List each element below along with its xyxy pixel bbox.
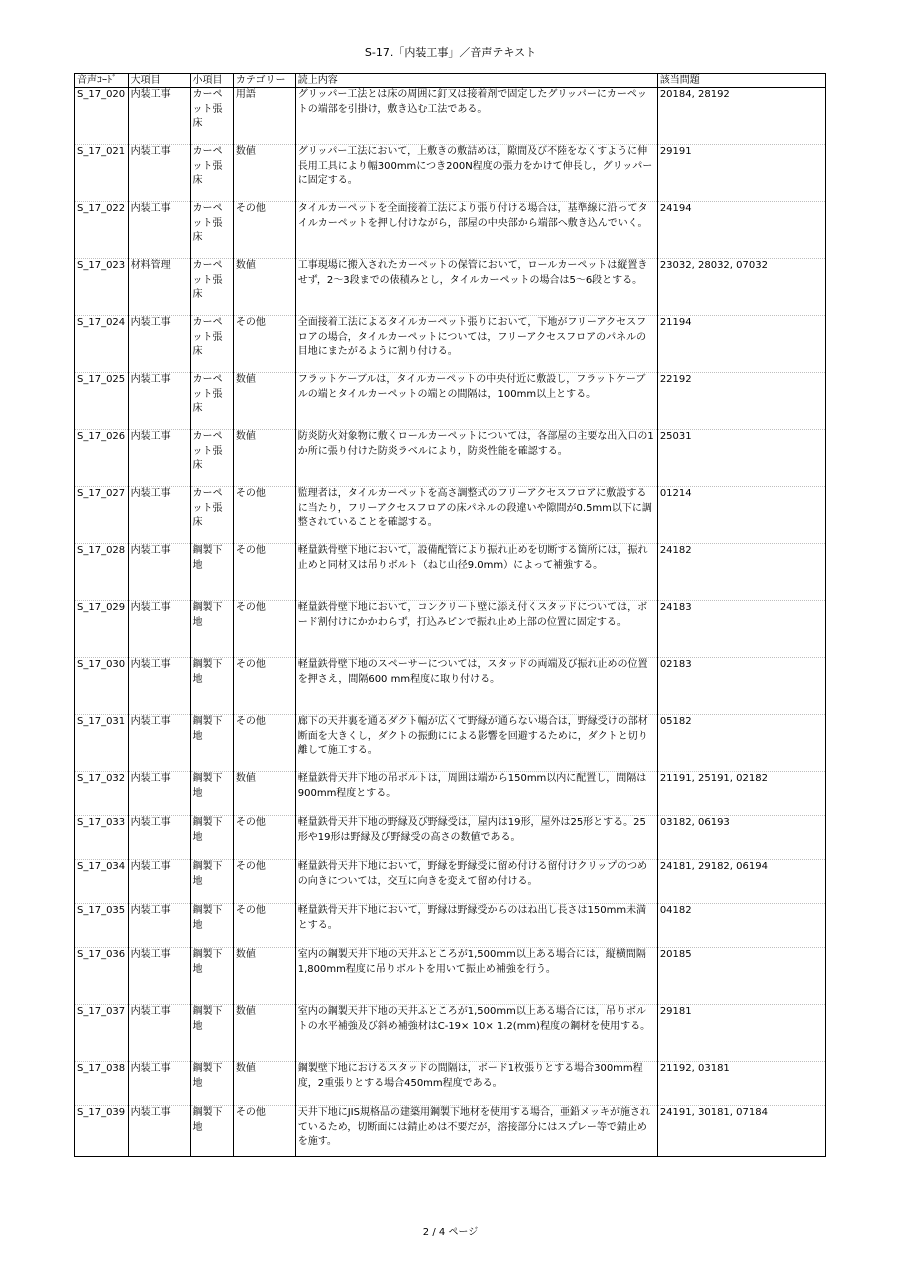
cell-category: その他: [233, 202, 295, 259]
cell-major: 内装工事: [128, 860, 190, 904]
cell-category: その他: [233, 904, 295, 948]
cell-code: S_17_024: [75, 316, 129, 373]
header-minor: 小項目: [190, 74, 233, 88]
cell-minor: カーペット張床: [190, 145, 233, 202]
cell-ref: 25031: [657, 430, 825, 487]
table-row: [75, 601, 826, 658]
cell-major: 材料管理: [128, 259, 190, 316]
cell-category: その他: [233, 816, 295, 860]
cell-minor: 鋼製下地: [190, 715, 233, 772]
cell-ref: 29191: [657, 145, 825, 202]
cell-code: S_17_037: [75, 1005, 129, 1062]
cell-major: 内装工事: [128, 430, 190, 487]
cell-text: 天井下地にJIS規格品の建築用鋼製下地材を使用する場合，亜鉛メッキが施されているため，切断面には錆止めは不要だが，溶接部分にはスプレー等で錆止めを施す。: [295, 1106, 657, 1157]
table-row: [75, 860, 826, 904]
cell-category: その他: [233, 715, 295, 772]
cell-ref: 21194: [657, 316, 825, 373]
cell-minor: カーペット張床: [190, 487, 233, 544]
header-major: 大項目: [128, 74, 190, 88]
page-title: S-17.「内装工事」／音声テキスト: [364, 46, 537, 59]
cell-ref: 20185: [657, 948, 825, 1005]
cell-category: その他: [233, 544, 295, 601]
cell-code: S_17_027: [75, 487, 129, 544]
cell-category: 数値: [233, 259, 295, 316]
cell-ref: 24191, 30181, 07184: [657, 1106, 825, 1157]
cell-code: S_17_031: [75, 715, 129, 772]
header-category: カテゴリー: [233, 74, 295, 88]
cell-code: S_17_036: [75, 948, 129, 1005]
cell-major: 内装工事: [128, 1062, 190, 1106]
cell-category: 数値: [233, 430, 295, 487]
cell-minor: カーペット張床: [190, 259, 233, 316]
cell-text: 鋼製壁下地におけるスタッドの間隔は，ボード1枚張りとする場合300mm程度，2重張りとする場合450mm程度である。: [295, 1062, 657, 1106]
cell-code: S_17_034: [75, 860, 129, 904]
cell-text: グリッパー工法において，上敷きの敷詰めは，隙間及び不陸をなくすように伸長用工具により幅300mmにつき200N程度の張力をかけて伸長し，グリッパーに固定する。: [295, 145, 657, 202]
table-row: [75, 373, 826, 430]
cell-major: 内装工事: [128, 145, 190, 202]
cell-category: 数値: [233, 1005, 295, 1062]
table-row: [75, 904, 826, 948]
cell-code: S_17_026: [75, 430, 129, 487]
cell-minor: カーペット張床: [190, 202, 233, 259]
cell-text: 室内の鋼製天井下地の天井ふところが1,500mm以上ある場合には，縦横間隔1,800mm程度に吊りボルトを用いて振止め補強を行う。: [295, 948, 657, 1005]
cell-text: 軽量鉄骨天井下地の野縁及び野縁受は，屋内は19形，屋外は25形とする。25形や19形は野縁及び野縁受の高さの数値である。: [295, 816, 657, 860]
cell-major: 内装工事: [128, 948, 190, 1005]
cell-code: S_17_039: [75, 1106, 129, 1157]
cell-ref: 21191, 25191, 02182: [657, 772, 825, 816]
cell-code: S_17_022: [75, 202, 129, 259]
table-row: [75, 88, 826, 145]
cell-text: 全面接着工法によるタイルカーペット張りにおいて，下地がフリーアクセスフロアの場合，タイルカーペットについては，フリーアクセスフロアのパネルの目地にまたがるように割り付ける。: [295, 316, 657, 373]
cell-minor: 鋼製下地: [190, 948, 233, 1005]
cell-text: フラットケーブルは，タイルカーペットの中央付近に敷設し，フラットケーブルの端とタイルカーペットの端との間隔は，100mm以上とする。: [295, 373, 657, 430]
cell-minor: 鋼製下地: [190, 860, 233, 904]
cell-code: S_17_038: [75, 1062, 129, 1106]
table-header-row: [75, 74, 826, 88]
cell-category: 数値: [233, 772, 295, 816]
cell-ref: 24182: [657, 544, 825, 601]
cell-major: 内装工事: [128, 316, 190, 373]
cell-major: 内装工事: [128, 772, 190, 816]
header-code: 音声ｺｰﾄﾞ: [75, 74, 129, 88]
cell-minor: 鋼製下地: [190, 544, 233, 601]
cell-category: 用語: [233, 88, 295, 145]
cell-code: S_17_021: [75, 145, 129, 202]
cell-category: 数値: [233, 145, 295, 202]
cell-category: 数値: [233, 1062, 295, 1106]
cell-minor: 鋼製下地: [190, 601, 233, 658]
cell-minor: 鋼製下地: [190, 772, 233, 816]
cell-major: 内装工事: [128, 88, 190, 145]
cell-minor: カーペット張床: [190, 373, 233, 430]
cell-ref: 05182: [657, 715, 825, 772]
cell-ref: 24183: [657, 601, 825, 658]
cell-text: 軽量鉄骨壁下地において，コンクリート壁に添え付くスタッドについては，ボード割付けにかかわらず，打込みピンで振れ止め上部の位置に固定する。: [295, 601, 657, 658]
cell-text: 軽量鉄骨天井下地の吊ボルトは，周囲は端から150mm以内に配置し，間隔は900mm程度とする。: [295, 772, 657, 816]
cell-ref: 21192, 03181: [657, 1062, 825, 1106]
cell-text: 軽量鉄骨天井下地において，野縁は野縁受からのはね出し長さは150mm未満とする。: [295, 904, 657, 948]
cell-major: 内装工事: [128, 904, 190, 948]
cell-ref: 03182, 06193: [657, 816, 825, 860]
table-row: [75, 948, 826, 1005]
cell-minor: 鋼製下地: [190, 1106, 233, 1157]
cell-code: S_17_035: [75, 904, 129, 948]
table-row: [75, 1062, 826, 1106]
cell-text: 軽量鉄骨天井下地において，野縁を野縁受に留め付ける留付けクリップのつめの向きについては，交互に向きを変えて留め付ける。: [295, 860, 657, 904]
cell-ref: 24181, 29182, 06194: [657, 860, 825, 904]
cell-text: グリッパー工法とは床の周囲に釘又は接着剤で固定したグリッパーにカーペットの端部を引掛け，敷き込む工法である。: [295, 88, 657, 145]
cell-minor: 鋼製下地: [190, 1062, 233, 1106]
cell-ref: 29181: [657, 1005, 825, 1062]
cell-major: 内装工事: [128, 658, 190, 715]
table-row: [75, 259, 826, 316]
cell-major: 内装工事: [128, 202, 190, 259]
cell-minor: カーペット張床: [190, 88, 233, 145]
cell-minor: 鋼製下地: [190, 904, 233, 948]
cell-ref: 20184, 28192: [657, 88, 825, 145]
table-row: [75, 772, 826, 816]
table-row: [75, 1106, 826, 1157]
cell-minor: カーペット張床: [190, 316, 233, 373]
cell-category: 数値: [233, 373, 295, 430]
table-row: [75, 816, 826, 860]
cell-minor: カーペット張床: [190, 430, 233, 487]
cell-category: 数値: [233, 948, 295, 1005]
cell-code: S_17_028: [75, 544, 129, 601]
cell-major: 内装工事: [128, 373, 190, 430]
cell-code: S_17_030: [75, 658, 129, 715]
table-row: [75, 658, 826, 715]
header-text: 読上内容: [295, 74, 657, 88]
cell-ref: 02183: [657, 658, 825, 715]
cell-category: その他: [233, 487, 295, 544]
cell-text: タイルカーペットを全面接着工法により張り付ける場合は，基準線に沿ってタイルカーペットを押し付けながら，部屋の中央部から端部へ敷き込んでいく。: [295, 202, 657, 259]
cell-category: その他: [233, 1106, 295, 1157]
cell-code: S_17_020: [75, 88, 129, 145]
table-row: [75, 544, 826, 601]
table-row: [75, 430, 826, 487]
table-row: [75, 145, 826, 202]
cell-major: 内装工事: [128, 715, 190, 772]
table-row: [75, 1005, 826, 1062]
cell-text: 室内の鋼製天井下地の天井ふところが1,500mm以上ある場合には，吊りボルトの水平補強及び斜め補強材はC-19× 10× 1.2(mm)程度の鋼材を使用する。: [295, 1005, 657, 1062]
cell-code: S_17_029: [75, 601, 129, 658]
cell-major: 内装工事: [128, 487, 190, 544]
page-number: 2 / 4 ページ: [422, 1227, 479, 1238]
cell-minor: 鋼製下地: [190, 658, 233, 715]
table-row: [75, 487, 826, 544]
cell-ref: 23032, 28032, 07032: [657, 259, 825, 316]
cell-text: 軽量鉄骨壁下地において，設備配管により振れ止めを切断する箇所には，振れ止めと同材又は吊りボルト（ねじ山径9.0mm）によって補強する。: [295, 544, 657, 601]
cell-category: その他: [233, 860, 295, 904]
cell-ref: 04182: [657, 904, 825, 948]
table-row: [75, 202, 826, 259]
cell-minor: 鋼製下地: [190, 816, 233, 860]
cell-major: 内装工事: [128, 1106, 190, 1157]
cell-category: その他: [233, 316, 295, 373]
table-row: [75, 715, 826, 772]
cell-code: S_17_023: [75, 259, 129, 316]
cell-major: 内装工事: [128, 544, 190, 601]
cell-minor: 鋼製下地: [190, 1005, 233, 1062]
cell-ref: 01214: [657, 487, 825, 544]
cell-text: 廊下の天井裏を通るダクト幅が広くて野縁が通らない場合は，野縁受けの部材断面を大きくし，ダクトの振動にによる影響を回避するために，ダクトと切り離して施工する。: [295, 715, 657, 772]
cell-category: その他: [233, 658, 295, 715]
cell-code: S_17_032: [75, 772, 129, 816]
table-row: [75, 316, 826, 373]
cell-text: 工事現場に搬入されたカーペットの保管において，ロールカーペットは縦置きせず，2～3段までの俵積みとし，タイルカーペットの場合は5～6段とする。: [295, 259, 657, 316]
cell-text: 軽量鉄骨壁下地のスペーサーについては，スタッドの両端及び振れ止めの位置を押さえ，間隔600 mm程度に取り付ける。: [295, 658, 657, 715]
cell-text: 防炎防火対象物に敷くロールカーペットについては，各部屋の主要な出入口の1か所に張り付けた防炎ラベルにより，防炎性能を確認する。: [295, 430, 657, 487]
header-ref: 該当問題: [657, 74, 825, 88]
cell-text: 監理者は，タイルカーペットを高さ調整式のフリーアクセスフロアに敷設するに当たり，フリーアクセスフロアの床パネルの段違いや隙間が0.5mm以下に調整されていることを確認する。: [295, 487, 657, 544]
cell-major: 内装工事: [128, 601, 190, 658]
cell-code: S_17_025: [75, 373, 129, 430]
cell-major: 内装工事: [128, 1005, 190, 1062]
cell-ref: 22192: [657, 373, 825, 430]
cell-code: S_17_033: [75, 816, 129, 860]
cell-major: 内装工事: [128, 816, 190, 860]
voice-text-table: [74, 73, 826, 1157]
cell-ref: 24194: [657, 202, 825, 259]
cell-category: その他: [233, 601, 295, 658]
